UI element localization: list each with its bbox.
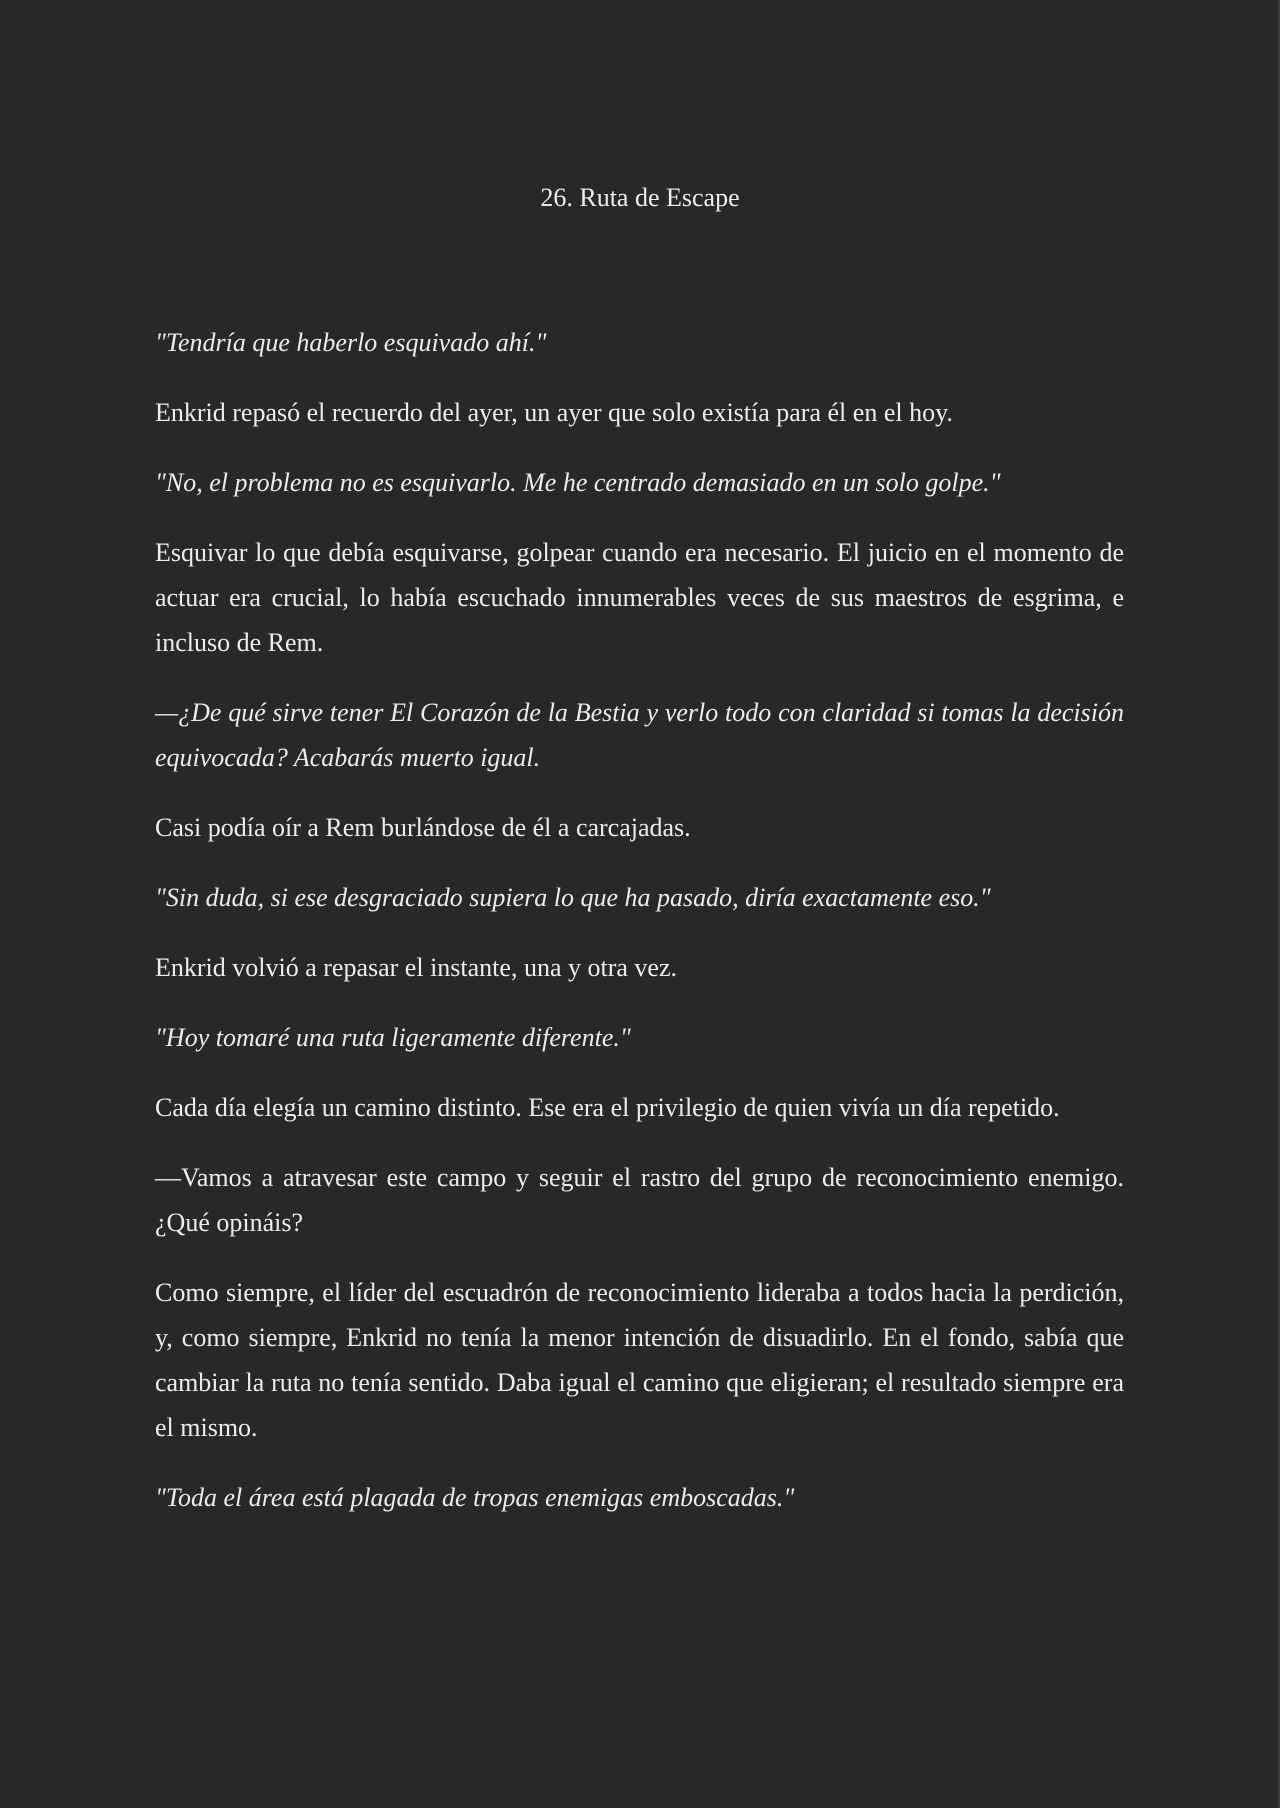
- chapter-title: 26. Ruta de Escape: [540, 183, 740, 212]
- paragraph: Enkrid repasó el recuerdo del ayer, un ayer que solo existía para él en el hoy.: [155, 398, 953, 427]
- paragraph-thought: "Sin duda, si ese desgraciado supiera lo que ha pasado, diría exactamente eso.": [155, 883, 991, 912]
- paragraph: Esquivar lo que debía esquivarse, golpear cuando era necesario. El juicio en el momento de actuar era crucial, lo había escuchado innumerables veces de sus maestros de esgrima, e incluso de Rem.: [155, 538, 1124, 657]
- paragraph-dialogue-memory: —¿De qué sirve tener El Corazón de la Bestia y verlo todo con claridad si tomas la decisión equivocada? Acabarás muerto igual.: [155, 698, 1124, 772]
- paragraph-thought: "Tendría que haberlo esquivado ahí.": [155, 328, 547, 357]
- paragraph-thought: "No, el problema no es esquivarlo. Me he centrado demasiado en un solo golpe.": [155, 468, 1001, 497]
- paragraph-thought: "Hoy tomaré una ruta ligeramente diferente.": [155, 1023, 631, 1052]
- paragraph: Como siempre, el líder del escuadrón de reconocimiento lideraba a todos hacia la perdición, y, como siempre, Enkrid no tenía la menor intención de disuadirlo. En el fondo, sabía que cambiar la ruta no tenía sentido. Daba igual el camino que eligieran; el resultado siempre era el mismo.: [155, 1278, 1124, 1442]
- paragraph: Cada día elegía un camino distinto. Ese era el privilegio de quien vivía un día repetido.: [155, 1093, 1060, 1122]
- paragraph: Casi podía oír a Rem burlándose de él a carcajadas.: [155, 813, 691, 842]
- paragraph-dialogue: —Vamos a atravesar este campo y seguir el rastro del grupo de reconocimiento enemigo. ¿Qué opináis?: [155, 1163, 1124, 1237]
- paragraph-thought: "Toda el área está plagada de tropas enemigas emboscadas.": [155, 1483, 795, 1512]
- chapter-body: [155, 320, 1124, 1545]
- paragraph: Enkrid volvió a repasar el instante, una y otra vez.: [155, 953, 677, 982]
